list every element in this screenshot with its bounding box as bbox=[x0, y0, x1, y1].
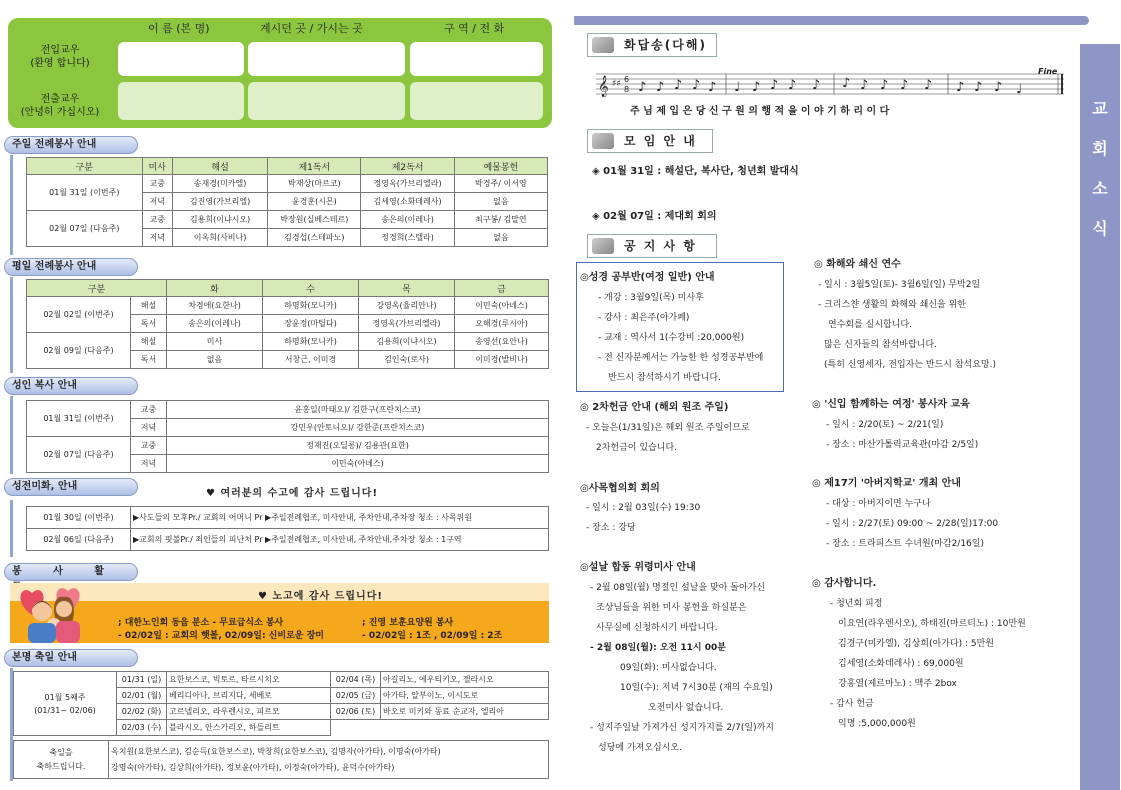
svg-text:♪: ♪ bbox=[974, 80, 983, 95]
thanks-line: 김세영(소화데레사) : 69,000원 bbox=[838, 659, 964, 669]
congrats-cell: 축일을 축하드립니다. bbox=[14, 741, 109, 779]
council-title: ◎사목협의회 회의 bbox=[580, 483, 660, 494]
transfer-out-label: 전출교우 (안녕히 가십시오) bbox=[20, 94, 100, 118]
bible-line: 반드시 참석하시기 바랍니다. bbox=[608, 373, 721, 383]
thanks-line: 익명 :5,000,000원 bbox=[838, 719, 916, 729]
svg-text:♪: ♪ bbox=[900, 78, 909, 93]
table-header-row: 구분 화 수 목 금 bbox=[27, 280, 549, 297]
svg-text:♪: ♪ bbox=[812, 78, 821, 93]
transfer-in-label: 전입교우 (환영 합니다) bbox=[30, 45, 90, 69]
retreat-line: (특히 신영세자, 전입자는 반드시 참석요망.) bbox=[824, 360, 996, 370]
registration-box bbox=[8, 18, 552, 128]
meeting-item: ◈ 02월 07일 : 제대회 회의 bbox=[592, 211, 717, 222]
retreat-line: - 크리스챤 생활의 화해와 쇄신을 위한 bbox=[818, 300, 966, 310]
father-line: - 대상 : 아버지이면 누구나 bbox=[826, 499, 931, 509]
hymn-header: 화답송(다해) bbox=[587, 33, 717, 57]
svg-text:6: 6 bbox=[624, 75, 630, 84]
side-title-char: 식 bbox=[1092, 219, 1108, 238]
table-row: 독서 송은의(이레나) 장윤정(마틸다) 정영옥(가브리엘라) 오해경(루시아) bbox=[27, 315, 549, 333]
transfer-out-district-field[interactable] bbox=[410, 82, 543, 120]
feast-table bbox=[13, 671, 549, 736]
table-row: 저녁 김진영(가브리엘) 윤경훈(시몬) 김세영(소화데레사) 없음 bbox=[27, 193, 548, 211]
bible-line: - 개강 : 3월9일(목) 미사후 bbox=[598, 293, 704, 303]
thanks-line: - 감사 헌금 bbox=[830, 699, 874, 709]
adult-section-header: 성인 복사 안내 bbox=[4, 377, 138, 395]
retreat-line: 많은 신자들의 참석바랍니다. bbox=[824, 340, 937, 350]
table-row: 독서 없음 서창근, 이미경 김인숙(로사) 이미경(발비나) bbox=[27, 351, 549, 369]
service-elderly-label: ; 대한노인회 동읍 분소 - 무료급식소 봉사 bbox=[118, 618, 284, 628]
feast-week-cell: 01월 5째주 (01/31~ 02/06) bbox=[14, 672, 117, 736]
bible-line: - 강사 : 최은주(아가페) bbox=[598, 313, 690, 323]
beauty-section-header: 성전미화, 안내 bbox=[4, 478, 138, 496]
right-top-band bbox=[574, 16, 1089, 25]
table-row: 02월 02일 (이번주) 해설 차경애(요한나) 하명화(모니카) 강영옥(율리안나) 이민숙(아녜스) bbox=[27, 297, 549, 315]
thanks-line: - 청년회 피정 bbox=[830, 599, 883, 609]
service-elderly-dates: - 02/02일 : 교회의 햇볼, 02/09일: 신비로운 장미 bbox=[118, 631, 324, 641]
bible-line: - 교재 : 역사서 1(수강비 :20,000원) bbox=[598, 333, 745, 343]
father-line: - 장소 : 트라피스트 수녀원(마감2/16일) bbox=[826, 539, 984, 549]
header-name: 이 름 (본 명) bbox=[148, 22, 210, 35]
newyear-line: 조상님들을 위한 미사 봉헌을 하실분은 bbox=[596, 603, 747, 613]
council-line: - 장소 : 강당 bbox=[586, 523, 636, 533]
side-title-char: 소 bbox=[1092, 179, 1108, 198]
second-collection-title: ◎ 2차헌금 안내 (해외 원조 주일) bbox=[580, 402, 729, 413]
header-place: 계시던 곳 / 가시는 곳 bbox=[260, 22, 363, 35]
father-school-title: ◎ 제17기 '아버지학교' 개최 안내 bbox=[812, 478, 961, 489]
adult-table bbox=[26, 400, 549, 473]
table-row: 01월 5째주 (01/31~ 02/06) 01/31 (일) 요한보스코, 빅토르, 타르시치오 02/04 (목) 아길리노, 에우티키오, 젤라시오 bbox=[14, 672, 549, 688]
meeting-header: 모 임 안 내 bbox=[587, 129, 713, 153]
svg-text:𝄞: 𝄞 bbox=[598, 76, 609, 97]
bible-line: - 전 신자분께서는 가능한 한 성경공부반에 bbox=[598, 353, 764, 363]
retreat-line: 연수회를 실시합니다. bbox=[828, 320, 912, 330]
meeting-item: ◈ 01월 31일 : 해설단, 복사단, 청년회 발대식 bbox=[592, 166, 799, 177]
newyear-line: - 2월 08일(월): 오전 11시 00분 bbox=[590, 643, 726, 653]
music-staff-icon bbox=[590, 68, 1070, 102]
thanks-line: 강홍열(제르마노) : 맥주 2box bbox=[838, 679, 957, 689]
svg-text:♯♯: ♯♯ bbox=[612, 79, 621, 89]
table-row: 01월 31일 (이번주) 교중 윤홍일(마태오)/ 김한구(프란치스코) bbox=[27, 401, 549, 419]
feast-names-cell: 옥치원(요한보스코), 김순득(요한보스코), 박창희(요한보스코), 김명자(아가타), 이명숙(아가타) 강명숙(아가타), 김상희(아가타), 정보윤(아가타), 이정숙(아가타), 윤덕수(아가타) bbox=[109, 741, 549, 779]
service-section-header: 봉 사 활 bbox=[4, 563, 138, 581]
transfer-in-name-field[interactable] bbox=[118, 42, 244, 76]
table-header-row: 구분 미사 해설 제1독서 제2독서 예물봉헌 bbox=[27, 158, 548, 175]
service-thanks: ♥ 노고에 감사 드립니다! bbox=[258, 591, 383, 602]
newyear-line: 성당에 가져오십시오. bbox=[598, 743, 682, 753]
music-icon bbox=[592, 37, 614, 53]
table-row: 02월 07일 (다음주) 교중 김용희(이냐시오) 박장원(실베스테르) 송은의(이레나) 최구봉/ 김말연 bbox=[27, 211, 548, 229]
table-row: 저녁 이민숙(아녜스) bbox=[27, 455, 549, 473]
father-line: - 일시 : 2/27(토) 09:00 ~ 2/28(일)17:00 bbox=[826, 519, 999, 529]
beauty-thanks: ♥ 여러분의 수고에 감사 드립니다! bbox=[206, 488, 379, 499]
thanks-title: ◎ 감사합니다. bbox=[812, 578, 877, 589]
svg-text:♪: ♪ bbox=[788, 78, 797, 93]
table-row bbox=[14, 741, 549, 779]
second-collection-line: 2차헌금이 있습니다. bbox=[596, 443, 678, 453]
notice-icon bbox=[592, 238, 614, 254]
svg-text:♪: ♪ bbox=[860, 78, 869, 93]
newyear-line: - 2월 08일(월) 명절인 설날을 맞아 돌아가신 bbox=[590, 583, 766, 593]
svg-text:8: 8 bbox=[624, 85, 630, 94]
thanks-line: 이요연(라우렌시오), 하태진(마르티노) : 10만원 bbox=[838, 619, 1026, 629]
adult-sideline bbox=[10, 396, 13, 474]
table-row: 01월 30일 (이번주) ▶사도들의 모후Pr./ 교회의 어머니 Pr ▶주일전례협조, 미사안내, 주차안내,주차장 청소 : 사목위원 bbox=[27, 507, 549, 529]
svg-text:♪: ♪ bbox=[656, 80, 665, 95]
weekday-sideline bbox=[10, 277, 13, 373]
table-row: 02/02 (화) 고르넬리오, 라우렌시오, 피르모 02/06 (토) 바오로 미키와 동료 순교자, 엘리아 bbox=[14, 704, 549, 720]
table-row: 02월 06일 (다음주) ▶교회의 핏볼Pr./ 죄인들의 피난처 Pr ▶주일전례협조, 미사안내, 주차안내,주차장 청소 : 1구역 bbox=[27, 529, 549, 551]
weekday-section-header: 평일 전례봉사 안내 bbox=[4, 258, 138, 276]
second-collection-line: - 오늘은(1/31일)은 해외 원조 주일이므로 bbox=[586, 423, 750, 433]
transfer-out-place-field[interactable] bbox=[248, 82, 405, 120]
meeting-icon bbox=[592, 133, 614, 149]
newyear-line: 오전미사 없습니다. bbox=[648, 703, 724, 713]
svg-text:♩: ♩ bbox=[1016, 82, 1023, 97]
thanks-line: 김경구(미카엘), 김상희(아가다) : 5만원 bbox=[838, 639, 994, 649]
feast-congrats-table bbox=[13, 740, 549, 779]
newyear-line: - 성지주일날 가져가신 성지가지를 2/7(일)까지 bbox=[590, 723, 774, 733]
svg-text:♪: ♪ bbox=[708, 80, 717, 95]
newbie-title: ◎ '신입 함께하는 여정' 봉사자 교육 bbox=[812, 399, 970, 410]
transfer-in-district-field[interactable] bbox=[410, 42, 543, 76]
service-veteran-dates: - 02/02일 : 1조 , 02/09일 : 2조 bbox=[362, 631, 503, 641]
svg-text:♪: ♪ bbox=[880, 78, 889, 93]
transfer-in-place-field[interactable] bbox=[248, 42, 405, 76]
beauty-sideline bbox=[10, 500, 13, 557]
bible-title: ◎성경 공부반(여정 일반) 안내 bbox=[580, 272, 715, 283]
sunday-table bbox=[26, 157, 548, 247]
svg-text:♪: ♪ bbox=[842, 76, 851, 91]
retreat-line: - 일시 : 3월5일(토)- 3월6일(일) 무박2일 bbox=[818, 280, 981, 290]
newbie-line: - 일시 : 2/20(토) ~ 2/21(일) bbox=[826, 420, 944, 430]
svg-text:♪: ♪ bbox=[994, 80, 1003, 95]
newyear-line: 10일(수): 저녁 7시30분 (재의 수요일) bbox=[620, 683, 773, 693]
newyear-line: 사무실에 신청하시기 바랍니다. bbox=[596, 623, 718, 633]
hymn-lyrics: 주 님 제 입 은 당 신 구 원 의 행 적 을 이 야 기 하 리 이 다 bbox=[630, 106, 890, 117]
header-district: 구 역 / 전 화 bbox=[444, 22, 505, 35]
beauty-table bbox=[26, 506, 549, 551]
council-line: - 일시 : 2월 03일(수) 19:30 bbox=[586, 503, 701, 513]
table-row: 저녁 강민우(안토니오)/ 강한준(프란치스코) bbox=[27, 419, 549, 437]
svg-text:♪: ♪ bbox=[752, 80, 761, 95]
svg-text:♪: ♪ bbox=[924, 78, 933, 93]
fine-label: Fine bbox=[1038, 68, 1058, 76]
table-row: 02월 07일 (다음주) 교중 정재진(오딜롱)/ 김용관(요한) bbox=[27, 437, 549, 455]
svg-text:♪: ♪ bbox=[638, 80, 647, 95]
table-row: 02월 09일 (다음주) 해설 미사 하명화(모니카) 김용희(이냐시오) 송영선(요안나) bbox=[27, 333, 549, 351]
table-row: 01월 31일 (이번주) 교중 송재경(미카엘) 박재상(마르코) 정영옥(가브리엘라) 박경주/ 이서영 bbox=[27, 175, 548, 193]
newyear-mass-title: ◎설날 합동 위령미사 안내 bbox=[580, 562, 696, 573]
side-title-char: 회 bbox=[1092, 139, 1108, 158]
service-veteran-label: ; 진영 보훈요양원 봉사 bbox=[362, 618, 454, 628]
svg-text:♪: ♪ bbox=[770, 78, 779, 93]
table-row: 저녁 이옥희(사비나) 김경섭(스테파노) 정경희(스텔라) 없음 bbox=[27, 229, 548, 247]
family-illustration-icon bbox=[18, 585, 90, 643]
table-row: 02/01 (월) 베리디아나, 브리지다, 세베로 02/05 (금) 아가타, 알부이노, 이시도로 bbox=[14, 688, 549, 704]
newbie-line: - 장소 : 마산가톨릭교육관(마감 2/5일) bbox=[826, 440, 979, 450]
svg-text:♪: ♪ bbox=[956, 80, 965, 95]
svg-text:♪: ♪ bbox=[674, 78, 683, 93]
transfer-out-name-field[interactable] bbox=[118, 82, 244, 120]
sunday-section-header: 주일 전례봉사 안내 bbox=[4, 136, 138, 154]
notice-header: 공 지 사 항 bbox=[587, 234, 717, 258]
table-row: 02/03 (수) 블라시오, 안스가리오, 하들리트 bbox=[14, 720, 549, 736]
svg-text:♩: ♩ bbox=[734, 80, 741, 95]
feast-section-header: 본명 축일 안내 bbox=[4, 649, 138, 667]
weekday-table bbox=[26, 279, 549, 369]
side-title-char: 교 bbox=[1092, 99, 1108, 118]
sunday-sideline bbox=[10, 155, 13, 255]
svg-text:♪: ♪ bbox=[692, 78, 701, 93]
retreat-title: ◎ 화해와 쇄신 연수 bbox=[814, 259, 901, 270]
newyear-line: 09일(화): 미사없습니다. bbox=[620, 663, 717, 673]
